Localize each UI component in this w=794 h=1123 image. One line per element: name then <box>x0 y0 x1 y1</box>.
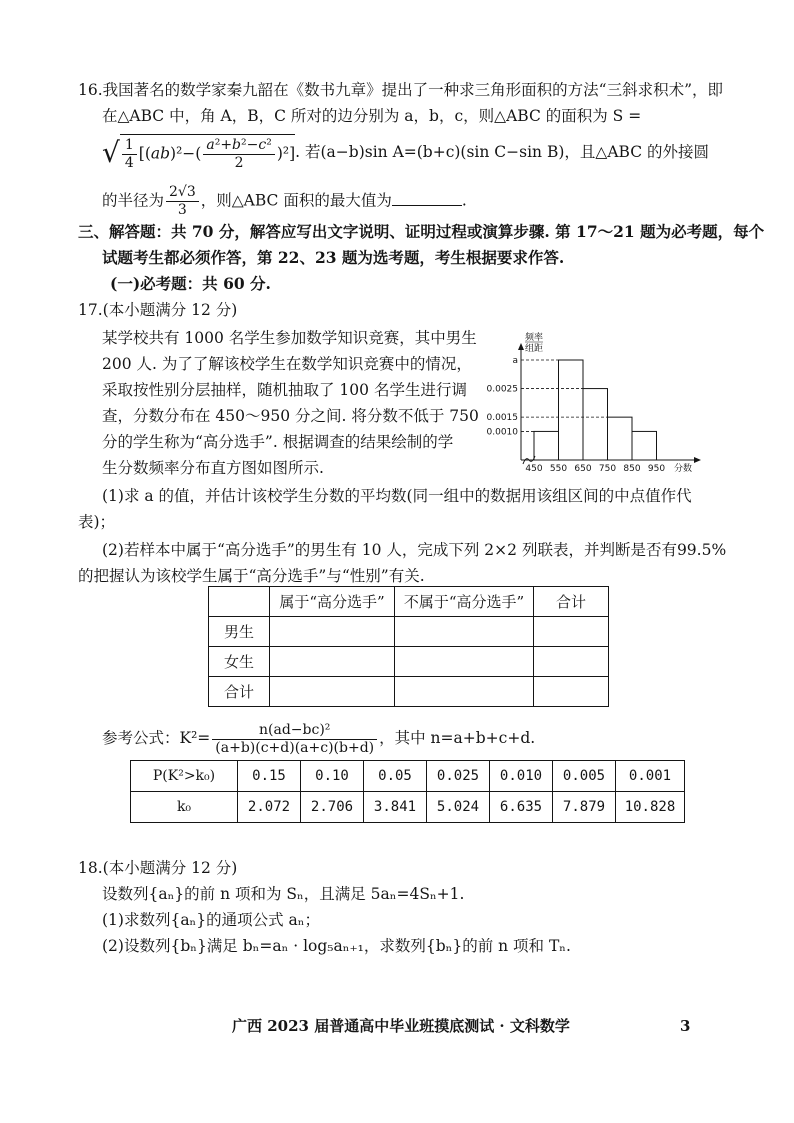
section3-sub: (一)必考题：共 60 分. <box>110 274 271 293</box>
table-cell[interactable] <box>270 647 395 677</box>
frequency-histogram <box>486 330 706 475</box>
sqrt-formula: √ $\frac{1}{4}$ [(ab)²−( $\frac{\text{a²+b²−c²}}{2}$ )²] <box>102 136 296 171</box>
q17-p3: 采取按性别分层抽样，随机抽取了 100 名学生进行调 <box>102 381 467 399</box>
k-table-p-value: 0.10 <box>301 761 364 792</box>
k-table-k-value: 2.072 <box>238 792 301 823</box>
q17-p2: 200 人. 为了了解该校学生在数学知识竞赛中的情况， <box>102 355 472 373</box>
table-corner <box>209 587 270 617</box>
k-critical-table <box>130 760 685 823</box>
row-label-male: 男生 <box>209 617 270 647</box>
col-header-not-high: 不属于“高分选手” <box>395 587 534 617</box>
k-table-p-value: 0.15 <box>238 761 301 792</box>
table-cell[interactable] <box>534 647 609 677</box>
k-table-k-value: 7.879 <box>553 792 616 823</box>
q16-line4: 的半径为 $\frac{2√3}{3}$ ，则△ABC 面积的最大值为 . <box>102 184 467 218</box>
q16-line1: 16.我国著名的数学家秦九韶在《数书九章》提出了一种求三角形面积的方法“三斜求积术”，即 <box>78 81 724 99</box>
k-table-p-value: 0.005 <box>553 761 616 792</box>
histogram-bars <box>534 360 657 460</box>
k-table-row-k <box>131 792 685 823</box>
x-tick-label: 650 <box>574 464 592 474</box>
q17-part1a: (1)求 a 的值，并估计该校学生分数的平均数(同一组中的数据用该组区间的中点值作代 <box>102 487 692 505</box>
k-table-k-value: 2.706 <box>301 792 364 823</box>
k-table-row-p <box>131 761 685 792</box>
table-cell[interactable] <box>534 677 609 707</box>
histogram-bar <box>632 431 657 460</box>
q17-p6: 生分数频率分布直方图如图所示. <box>102 459 324 477</box>
k-table-k-value: 3.841 <box>364 792 427 823</box>
k-table-k-value: 5.024 <box>427 792 490 823</box>
x-axis-arrow <box>694 457 701 463</box>
k-table-k-value: 10.828 <box>616 792 685 823</box>
histogram-guides <box>521 360 608 431</box>
section3-line2: 试题考生都必须作答，第 22、23 题为选考题，考生根据要求作答. <box>102 248 565 267</box>
answer-blank[interactable] <box>392 191 462 206</box>
histogram-bar <box>534 431 559 460</box>
q17-p1: 某学校共有 1000 名学生参加数学知识竞赛，其中男生 <box>102 329 477 347</box>
k-table-p-value: 0.001 <box>616 761 685 792</box>
k-table-p-value: 0.025 <box>427 761 490 792</box>
q17-part2b: 的把握认为该校学生属于“高分选手”与“性别”有关. <box>78 567 425 585</box>
table-cell[interactable] <box>534 617 609 647</box>
k-table-k-value: 6.635 <box>490 792 553 823</box>
table-cell[interactable] <box>395 617 534 647</box>
table-cell[interactable] <box>270 677 395 707</box>
x-tick-label: 850 <box>623 464 641 474</box>
y-tick-label: 0.0015 <box>486 413 518 424</box>
q17-p4: 查，分数分布在 450～950 分之间. 将分数不低于 750 <box>102 407 479 425</box>
q18-l3: (2)设数列{bₙ}满足 bₙ=aₙ · log₅aₙ₊₁，求数列{bₙ}的前 n 项和 Tₙ. <box>102 937 571 955</box>
q18-l1: 设数列{aₙ}的前 n 项和为 Sₙ，且满足 5aₙ=4Sₙ+1. <box>102 885 465 903</box>
x-tick-label: 550 <box>549 464 568 474</box>
q16-formula-line: √ $\frac{1}{4}$ [(ab)²−( $\frac{\text{a²+b²−c²}}{2}$ )²]. 若(a−b)sin A=(b+c)(sin C−sin B)，且△ABC 的外接圆 <box>102 136 709 171</box>
table-cell[interactable] <box>395 677 534 707</box>
q18-l2: (1)求数列{aₙ}的通项公式 aₙ； <box>102 911 320 929</box>
p-label: P(K²>k₀) <box>131 761 238 792</box>
x-tick-label: 450 <box>525 464 543 474</box>
row-label-female: 女生 <box>209 647 270 677</box>
reference-formula: 参考公式：K²= $\frac{\text{n(ad−bc)²}}{(a+b)(c+d)(a+c)(b+d)}$ ，其中 n=a+b+c+d. <box>102 721 536 756</box>
y-axis-label-denominator: 组距 <box>525 344 544 354</box>
y-tick-label: 0.0010 <box>486 427 518 438</box>
q17-part2a: (2)若样本中属于“高分选手”的男生有 10 人，完成下列 2×2 列联表，并判断是否有99.5% <box>102 541 727 559</box>
y-axis-arrow <box>518 343 524 350</box>
page-number: 3 <box>680 1017 691 1035</box>
q18-head: 18.(本小题满分 12 分) <box>78 859 238 877</box>
histogram-labels <box>487 331 693 474</box>
section3-line1: 三、解答题：共 70 分，解答应写出文字说明、证明过程或演算步骤. 第 17～21 题为必考题，每个 <box>78 222 765 241</box>
histogram-bar <box>559 360 584 460</box>
col-header-total: 合计 <box>534 587 609 617</box>
q17-p5: 分的学生称为“高分选手”. 根据调查的结果绘制的学 <box>102 433 454 451</box>
axis-break-mark <box>523 456 535 464</box>
k-table-p-value: 0.05 <box>364 761 427 792</box>
table-cell[interactable] <box>270 617 395 647</box>
q17-head: 17.(本小题满分 12 分) <box>78 301 238 319</box>
x-axis-label: 分数 <box>673 464 692 474</box>
q16-condition: 若(a−b)sin A=(b+c)(sin C−sin B)，且△ABC 的外接圆 <box>305 143 709 161</box>
q16-line2: 在△ABC 中，角 A，B，C 所对的边分别为 a，b，c，则△ABC 的面积为 S = <box>102 107 642 125</box>
row-label-total: 合计 <box>209 677 270 707</box>
x-tick-label: 950 <box>647 464 666 474</box>
q17-part1b: 表)； <box>78 513 116 531</box>
histogram-axes <box>518 343 701 464</box>
histogram-bar <box>583 389 608 460</box>
y-tick-label: 0.0025 <box>486 384 518 395</box>
y-axis-label: 频率 <box>525 333 544 343</box>
k-table-p-value: 0.010 <box>490 761 553 792</box>
k-label: k₀ <box>131 792 238 823</box>
table-cell[interactable] <box>395 647 534 677</box>
col-header-high: 属于“高分选手” <box>270 587 395 617</box>
footer-title: 广西 2023 届普通高中毕业班摸底测试 · 文科数学 <box>232 1017 570 1035</box>
y-tick-label: a <box>512 356 518 366</box>
x-tick-label: 750 <box>598 464 617 474</box>
histogram-bar <box>608 417 633 460</box>
contingency-table <box>208 586 609 707</box>
